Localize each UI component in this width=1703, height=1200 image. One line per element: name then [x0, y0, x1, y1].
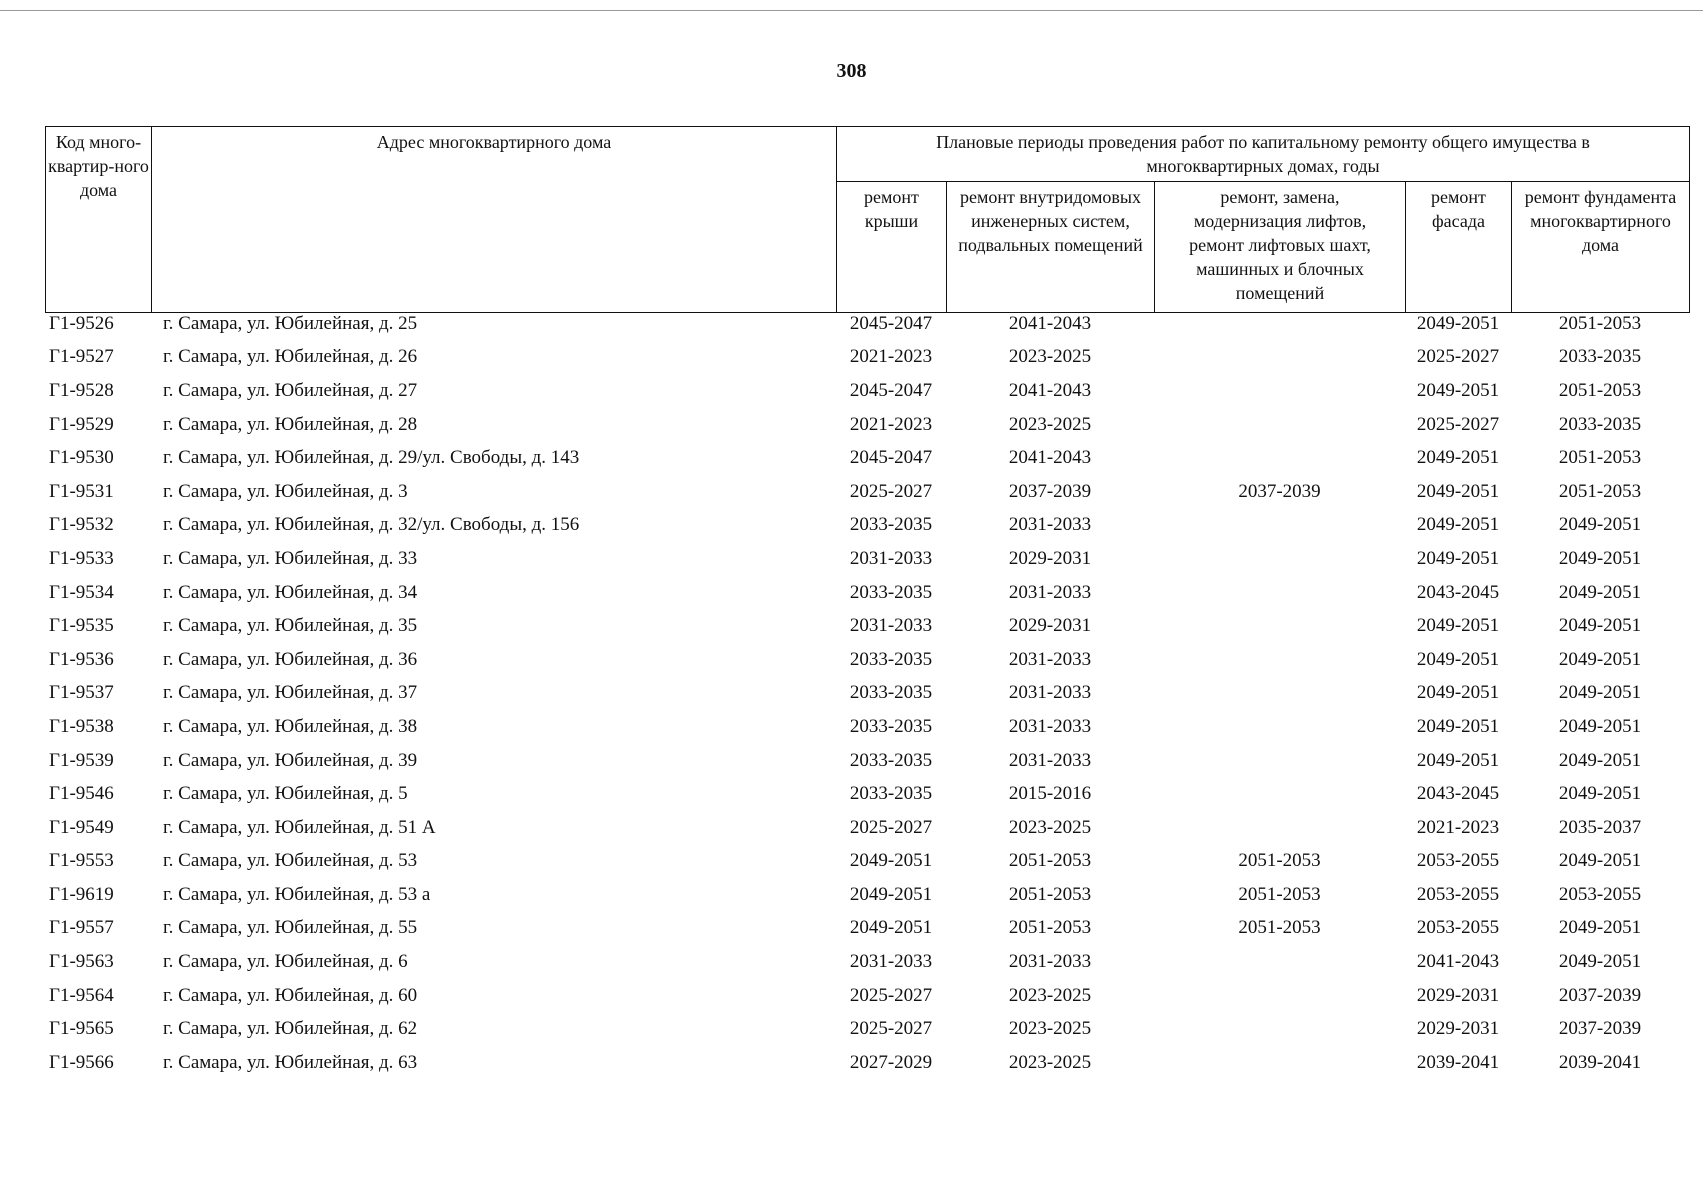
header-roof: ремонт крыши [837, 182, 947, 313]
cell-facade: 2049-2051 [1416, 312, 1500, 334]
table-row [45, 710, 1689, 744]
cell-address: г. Самара, ул. Юбилейная, д. 60 [163, 984, 418, 1006]
cell-lifts [1154, 945, 1405, 979]
cell-foundation: 2051-2053 [1558, 379, 1642, 401]
cell-foundation: 2049-2051 [1558, 648, 1642, 670]
cell-code: Г1-9532 [49, 514, 114, 536]
cell-facade: 2049-2051 [1416, 615, 1500, 637]
cell-lifts [1154, 777, 1405, 811]
cell-systems: 2031-2033 [1008, 514, 1092, 536]
cell-code: Г1-9538 [49, 715, 114, 737]
cell-lifts [1154, 710, 1405, 744]
cell-facade: 2053-2055 [1416, 850, 1500, 872]
page-number: 308 [836, 60, 867, 82]
cell-lifts [1154, 542, 1405, 576]
cell-systems: 2041-2043 [1008, 379, 1092, 401]
cell-systems: 2037-2039 [1008, 480, 1092, 502]
table-row [45, 374, 1689, 408]
cell-foundation: 2033-2035 [1558, 413, 1642, 435]
cell-roof: 2045-2047 [849, 312, 933, 334]
table-row [45, 408, 1689, 442]
cell-systems: 2041-2043 [1008, 312, 1092, 334]
cell-facade: 2021-2023 [1416, 816, 1500, 838]
table-row [45, 441, 1689, 475]
cell-lifts [1154, 307, 1405, 341]
cell-systems: 2041-2043 [1008, 447, 1092, 469]
table-row [45, 811, 1689, 845]
cell-lifts [1154, 979, 1405, 1013]
cell-address: г. Самара, ул. Юбилейная, д. 6 [163, 951, 408, 973]
cell-code: Г1-9529 [49, 413, 114, 435]
cell-foundation: 2051-2053 [1558, 480, 1642, 502]
cell-facade: 2043-2045 [1416, 581, 1500, 603]
cell-facade: 2049-2051 [1416, 749, 1500, 771]
header-code: Код много-квартир-ного дома [46, 127, 152, 313]
table-row [45, 609, 1689, 643]
cell-foundation: 2035-2037 [1558, 816, 1642, 838]
cell-code: Г1-9536 [49, 648, 114, 670]
cell-systems: 2031-2033 [1008, 682, 1092, 704]
cell-lifts [1154, 643, 1405, 677]
cell-foundation: 2049-2051 [1558, 547, 1642, 569]
cell-systems: 2023-2025 [1008, 346, 1092, 368]
cell-systems: 2029-2031 [1008, 615, 1092, 637]
table-rows [45, 307, 1689, 1080]
table-row [45, 945, 1689, 979]
header-lifts: ремонт, замена, модернизация лифтов, ремонт лифтовых шахт, машинных и блочных помещений [1155, 182, 1406, 313]
cell-roof: 2033-2035 [849, 648, 933, 670]
cell-lifts [1154, 1046, 1405, 1080]
cell-roof: 2027-2029 [849, 1051, 933, 1073]
cell-roof: 2049-2051 [849, 917, 933, 939]
cell-lifts: 2051-2053 [1238, 850, 1321, 872]
cell-roof: 2021-2023 [849, 346, 933, 368]
cell-systems: 2015-2016 [1008, 783, 1092, 805]
cell-address: г. Самара, ул. Юбилейная, д. 53 а [163, 883, 431, 905]
cell-systems: 2023-2025 [1008, 1018, 1092, 1040]
cell-facade: 2041-2043 [1416, 951, 1500, 973]
table-row [45, 912, 1689, 946]
cell-code: Г1-9537 [49, 682, 114, 704]
cell-address: г. Самара, ул. Юбилейная, д. 34 [163, 581, 418, 603]
cell-roof: 2033-2035 [849, 581, 933, 603]
cell-foundation: 2053-2055 [1558, 883, 1642, 905]
cell-facade: 2049-2051 [1416, 547, 1500, 569]
cell-code: Г1-9619 [49, 883, 114, 905]
cell-facade: 2049-2051 [1416, 480, 1500, 502]
cell-address: г. Самара, ул. Юбилейная, д. 25 [163, 312, 418, 334]
cell-foundation: 2049-2051 [1558, 715, 1642, 737]
cell-address: г. Самара, ул. Юбилейная, д. 36 [163, 648, 418, 670]
cell-address: г. Самара, ул. Юбилейная, д. 32/ул. Свободы, д. 156 [163, 514, 580, 536]
cell-roof: 2025-2027 [849, 816, 933, 838]
cell-code: Г1-9549 [49, 816, 114, 838]
cell-roof: 2049-2051 [849, 850, 933, 872]
cell-roof: 2025-2027 [849, 480, 933, 502]
cell-foundation: 2049-2051 [1558, 581, 1642, 603]
cell-facade: 2025-2027 [1416, 413, 1500, 435]
cell-systems: 2051-2053 [1008, 883, 1092, 905]
cell-code: Г1-9531 [49, 480, 114, 502]
cell-systems: 2031-2033 [1008, 715, 1092, 737]
cell-systems: 2029-2031 [1008, 547, 1092, 569]
cell-address: г. Самара, ул. Юбилейная, д. 38 [163, 715, 418, 737]
cell-code: Г1-9563 [49, 951, 114, 973]
cell-facade: 2043-2045 [1416, 783, 1500, 805]
cell-code: Г1-9526 [49, 312, 114, 334]
cell-roof: 2031-2033 [849, 951, 933, 973]
cell-lifts [1154, 509, 1405, 543]
cell-facade: 2025-2027 [1416, 346, 1500, 368]
cell-facade: 2053-2055 [1416, 917, 1500, 939]
cell-code: Г1-9539 [49, 749, 114, 771]
cell-lifts: 2037-2039 [1238, 480, 1321, 502]
cell-facade: 2053-2055 [1416, 883, 1500, 905]
cell-systems: 2023-2025 [1008, 413, 1092, 435]
cell-systems: 2023-2025 [1008, 1051, 1092, 1073]
cell-foundation: 2051-2053 [1558, 312, 1642, 334]
cell-foundation: 2051-2053 [1558, 447, 1642, 469]
table-header [45, 126, 1690, 313]
cell-systems: 2023-2025 [1008, 816, 1092, 838]
cell-foundation: 2037-2039 [1558, 1018, 1642, 1040]
cell-foundation: 2049-2051 [1558, 514, 1642, 536]
cell-foundation: 2049-2051 [1558, 615, 1642, 637]
cell-systems: 2023-2025 [1008, 984, 1092, 1006]
cell-roof: 2025-2027 [849, 1018, 933, 1040]
cell-foundation: 2037-2039 [1558, 984, 1642, 1006]
cell-roof: 2025-2027 [849, 984, 933, 1006]
table-row [45, 475, 1689, 509]
cell-address: г. Самара, ул. Юбилейная, д. 37 [163, 682, 418, 704]
cell-facade: 2049-2051 [1416, 514, 1500, 536]
table-row [45, 777, 1689, 811]
cell-address: г. Самара, ул. Юбилейная, д. 5 [163, 783, 408, 805]
cell-systems: 2031-2033 [1008, 749, 1092, 771]
cell-foundation: 2033-2035 [1558, 346, 1642, 368]
cell-code: Г1-9530 [49, 447, 114, 469]
cell-address: г. Самара, ул. Юбилейная, д. 26 [163, 346, 418, 368]
cell-facade: 2029-2031 [1416, 1018, 1500, 1040]
cell-code: Г1-9566 [49, 1051, 114, 1073]
cell-roof: 2033-2035 [849, 514, 933, 536]
table-row [45, 509, 1689, 543]
header-periods: Плановые периоды проведения работ по капитальному ремонту общего имущества в многоквартирных домах, годы [837, 127, 1690, 182]
cell-lifts [1154, 811, 1405, 845]
cell-code: Г1-9546 [49, 783, 114, 805]
cell-lifts: 2051-2053 [1238, 883, 1321, 905]
table-row [45, 878, 1689, 912]
table-row [45, 1012, 1689, 1046]
cell-roof: 2031-2033 [849, 615, 933, 637]
cell-roof: 2021-2023 [849, 413, 933, 435]
table-row [45, 643, 1689, 677]
table-row [45, 744, 1689, 778]
cell-systems: 2031-2033 [1008, 648, 1092, 670]
table-row [45, 576, 1689, 610]
cell-facade: 2049-2051 [1416, 682, 1500, 704]
cell-code: Г1-9557 [49, 917, 114, 939]
cell-foundation: 2049-2051 [1558, 749, 1642, 771]
cell-address: г. Самара, ул. Юбилейная, д. 62 [163, 1018, 418, 1040]
cell-foundation: 2049-2051 [1558, 682, 1642, 704]
cell-systems: 2031-2033 [1008, 951, 1092, 973]
cell-foundation: 2049-2051 [1558, 783, 1642, 805]
cell-address: г. Самара, ул. Юбилейная, д. 28 [163, 413, 418, 435]
cell-address: г. Самара, ул. Юбилейная, д. 39 [163, 749, 418, 771]
table-row [45, 845, 1689, 879]
header-facade: ремонт фасада [1406, 182, 1512, 313]
cell-facade: 2049-2051 [1416, 648, 1500, 670]
cell-code: Г1-9535 [49, 615, 114, 637]
cell-address: г. Самара, ул. Юбилейная, д. 55 [163, 917, 418, 939]
cell-facade: 2029-2031 [1416, 984, 1500, 1006]
cell-foundation: 2049-2051 [1558, 850, 1642, 872]
header-foundation: ремонт фундамента многоквартирного дома [1512, 182, 1690, 313]
cell-roof: 2049-2051 [849, 883, 933, 905]
cell-code: Г1-9527 [49, 346, 114, 368]
header-address: Адрес многоквартирного дома [152, 127, 837, 313]
cell-code: Г1-9528 [49, 379, 114, 401]
cell-foundation: 2049-2051 [1558, 917, 1642, 939]
cell-roof: 2031-2033 [849, 547, 933, 569]
top-rule [0, 10, 1703, 11]
cell-address: г. Самара, ул. Юбилейная, д. 63 [163, 1051, 418, 1073]
table-row [45, 341, 1689, 375]
cell-roof: 2033-2035 [849, 682, 933, 704]
cell-code: Г1-9534 [49, 581, 114, 603]
cell-roof: 2033-2035 [849, 783, 933, 805]
table-row [45, 542, 1689, 576]
cell-lifts [1154, 374, 1405, 408]
cell-systems: 2031-2033 [1008, 581, 1092, 603]
cell-address: г. Самара, ул. Юбилейная, д. 3 [163, 480, 408, 502]
table-row [45, 1046, 1689, 1080]
cell-roof: 2033-2035 [849, 715, 933, 737]
cell-address: г. Самара, ул. Юбилейная, д. 27 [163, 379, 418, 401]
cell-roof: 2045-2047 [849, 447, 933, 469]
cell-address: г. Самара, ул. Юбилейная, д. 53 [163, 850, 418, 872]
cell-roof: 2033-2035 [849, 749, 933, 771]
cell-facade: 2049-2051 [1416, 715, 1500, 737]
cell-facade: 2039-2041 [1416, 1051, 1500, 1073]
cell-code: Г1-9564 [49, 984, 114, 1006]
cell-lifts [1154, 744, 1405, 778]
cell-lifts [1154, 1012, 1405, 1046]
cell-lifts [1154, 408, 1405, 442]
cell-code: Г1-9533 [49, 547, 114, 569]
cell-address: г. Самара, ул. Юбилейная, д. 33 [163, 547, 418, 569]
cell-facade: 2049-2051 [1416, 447, 1500, 469]
cell-foundation: 2039-2041 [1558, 1051, 1642, 1073]
cell-code: Г1-9553 [49, 850, 114, 872]
header-systems: ремонт внутридомовых инженерных систем, подвальных помещений [947, 182, 1155, 313]
table-row [45, 979, 1689, 1013]
cell-address: г. Самара, ул. Юбилейная, д. 35 [163, 615, 418, 637]
cell-lifts [1154, 441, 1405, 475]
cell-systems: 2051-2053 [1008, 917, 1092, 939]
cell-lifts [1154, 341, 1405, 375]
cell-lifts: 2051-2053 [1238, 917, 1321, 939]
cell-lifts [1154, 609, 1405, 643]
cell-roof: 2045-2047 [849, 379, 933, 401]
table-row [45, 677, 1689, 711]
cell-code: Г1-9565 [49, 1018, 114, 1040]
cell-address: г. Самара, ул. Юбилейная, д. 29/ул. Свободы, д. 143 [163, 447, 580, 469]
table-body [45, 307, 1689, 1080]
cell-lifts [1154, 677, 1405, 711]
cell-foundation: 2049-2051 [1558, 951, 1642, 973]
cell-facade: 2049-2051 [1416, 379, 1500, 401]
cell-systems: 2051-2053 [1008, 850, 1092, 872]
table-row [45, 307, 1689, 341]
cell-lifts [1154, 576, 1405, 610]
cell-address: г. Самара, ул. Юбилейная, д. 51 А [163, 816, 436, 838]
